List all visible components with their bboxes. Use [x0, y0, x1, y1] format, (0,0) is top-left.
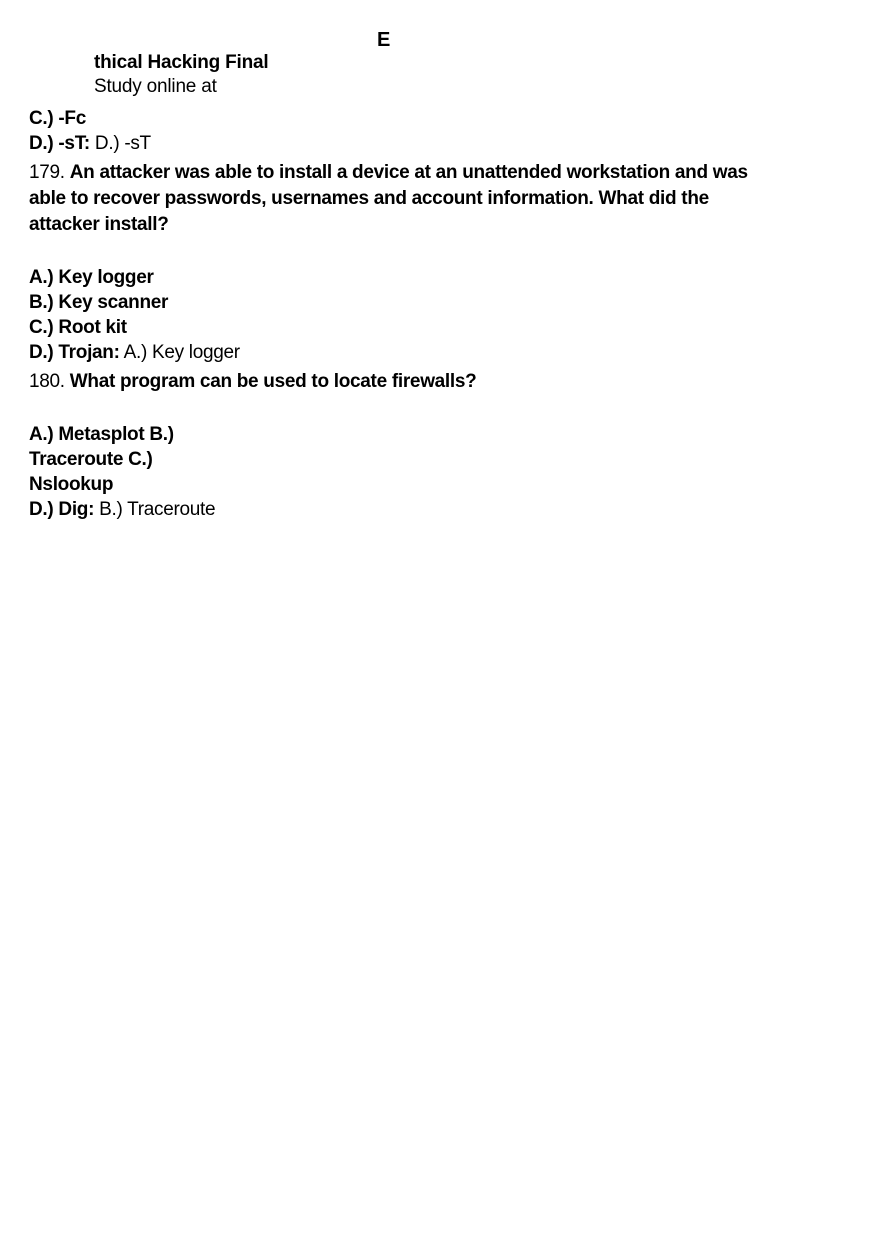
document-title: thical Hacking Final — [94, 52, 269, 73]
q179-text: An attacker was able to install a device at an unattended workstation and was able to recover passwords, usernames and account information. What did the attacker install? — [29, 162, 748, 235]
document-content — [29, 106, 749, 522]
q180-options-line-1: A.) Metasplot B.) — [29, 424, 174, 445]
q180-number: 180. — [29, 371, 65, 392]
q180-text: What program can be used to locate firewalls? — [69, 371, 477, 392]
q178-option-d-line — [29, 131, 749, 156]
q179-option-d-line — [29, 340, 749, 365]
q180-question — [29, 369, 749, 395]
spacer — [29, 395, 749, 422]
q180-option-d-line — [29, 497, 749, 522]
q178-answer: D.) -sT — [94, 133, 151, 154]
q179-answer: A.) Key logger — [123, 342, 240, 363]
q179-option-c: C.) Root kit — [29, 317, 127, 338]
q179-option-a: A.) Key logger — [29, 267, 154, 288]
q180-answer: B.) Traceroute — [99, 499, 216, 520]
q179-option-b: B.) Key scanner — [29, 292, 169, 313]
q179-option-d: D.) Trojan: — [29, 342, 120, 363]
q180-option-d: D.) Dig: — [29, 499, 95, 520]
q178-option-d: D.) -sT: — [29, 133, 90, 154]
document-subtitle: Study online at — [94, 76, 217, 97]
spacer — [29, 238, 749, 265]
q179-question — [29, 160, 749, 238]
q179-number: 179. — [29, 162, 65, 183]
q180-options-line-3: Nslookup — [29, 474, 114, 495]
q178-option-c: C.) -Fc — [29, 108, 87, 129]
q180-options-line-2: Traceroute C.) — [29, 449, 153, 470]
header-letter: E — [377, 29, 391, 51]
